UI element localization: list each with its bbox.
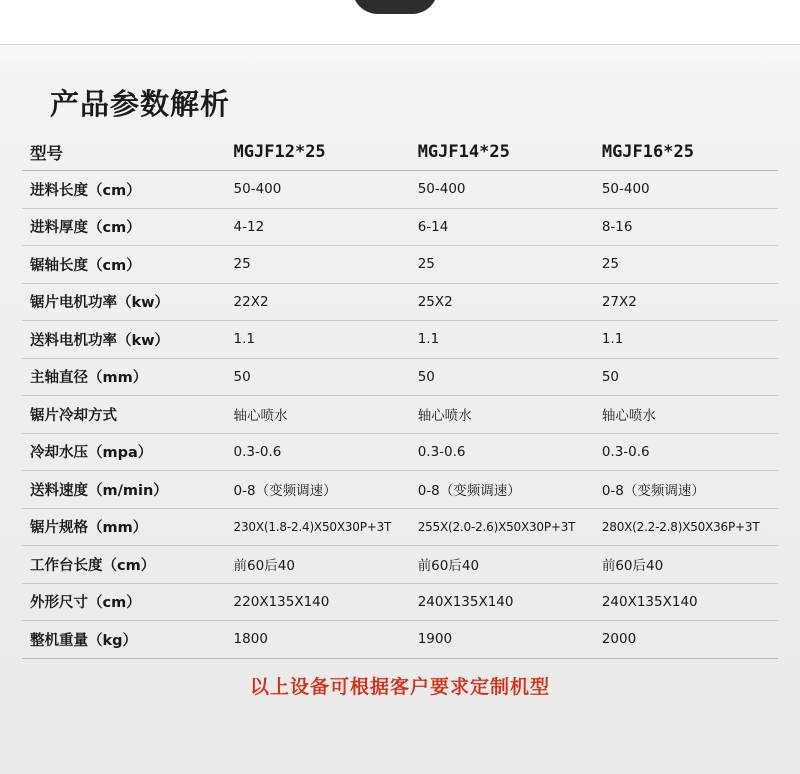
column-header-model-label: 型号: [22, 134, 226, 171]
row-value: 280X(2.2-2.8)X50X36P+3T: [594, 508, 778, 546]
row-label: 外形尺寸（cm）: [22, 583, 226, 621]
row-value: 0-8（变频调速）: [594, 471, 778, 509]
table-body: [22, 171, 778, 659]
row-value: 50: [226, 358, 410, 396]
row-label: 冷却水压（mpa）: [22, 433, 226, 471]
row-label: 送料电机功率（kw）: [22, 321, 226, 359]
row-value: 6-14: [410, 208, 594, 246]
row-value: 255X(2.0-2.6)X50X30P+3T: [410, 508, 594, 546]
row-value: 1.1: [410, 321, 594, 359]
table-header-row: [22, 134, 778, 171]
column-header-model-2: MGJF14*25: [410, 134, 594, 171]
column-header-model-1: MGJF12*25: [226, 134, 410, 171]
row-value: 50-400: [410, 171, 594, 209]
table-row: [22, 583, 778, 621]
row-label: 进料厚度（cm）: [22, 208, 226, 246]
row-label: 锯轴长度（cm）: [22, 246, 226, 284]
row-value: 50: [594, 358, 778, 396]
top-white-strip: [0, 0, 800, 44]
row-value: 前60后40: [410, 546, 594, 584]
row-value: 前60后40: [226, 546, 410, 584]
row-value: 50-400: [594, 171, 778, 209]
row-value: 轴心喷水: [410, 396, 594, 434]
row-value: 22X2: [226, 283, 410, 321]
row-value: 轴心喷水: [594, 396, 778, 434]
table-row: [22, 621, 778, 659]
row-value: 0.3-0.6: [410, 433, 594, 471]
row-value: 8-16: [594, 208, 778, 246]
row-value: 轴心喷水: [226, 396, 410, 434]
specification-table: [22, 134, 778, 659]
table-row: [22, 396, 778, 434]
row-label: 锯片冷却方式: [22, 396, 226, 434]
row-label: 整机重量（kg）: [22, 621, 226, 659]
table-row: [22, 246, 778, 284]
row-label: 送料速度（m/min）: [22, 471, 226, 509]
row-value: 230X(1.8-2.4)X50X30P+3T: [226, 508, 410, 546]
row-value: 27X2: [594, 283, 778, 321]
page-title: 产品参数解析: [50, 87, 231, 121]
row-label: 主轴直径（mm）: [22, 358, 226, 396]
table-row: [22, 283, 778, 321]
row-label: 锯片规格（mm）: [22, 508, 226, 546]
table-row: [22, 546, 778, 584]
row-value: 1.1: [594, 321, 778, 359]
row-value: 25: [594, 246, 778, 284]
table-row: [22, 358, 778, 396]
row-value: 2000: [594, 621, 778, 659]
section-divider: [0, 44, 800, 45]
row-value: 1900: [410, 621, 594, 659]
table-header: [22, 134, 778, 171]
row-value: 0-8（变频调速）: [226, 471, 410, 509]
image-remnant-shape-inner: [352, 0, 438, 14]
table-row: [22, 208, 778, 246]
row-label: 进料长度（cm）: [22, 171, 226, 209]
row-value: 50: [410, 358, 594, 396]
row-value: 240X135X140: [594, 583, 778, 621]
row-value: 25: [226, 246, 410, 284]
row-value: 1.1: [226, 321, 410, 359]
row-value: 25X2: [410, 283, 594, 321]
row-value: 1800: [226, 621, 410, 659]
row-value: 4-12: [226, 208, 410, 246]
row-value: 50-400: [226, 171, 410, 209]
footnote-text: 以上设备可根据客户要求定制机型: [249, 676, 550, 698]
row-value: 220X135X140: [226, 583, 410, 621]
table-row: [22, 321, 778, 359]
table-row: [22, 471, 778, 509]
row-value: 前60后40: [594, 546, 778, 584]
row-value: 25: [410, 246, 594, 284]
row-value: 0-8（变频调速）: [410, 471, 594, 509]
table-row: [22, 433, 778, 471]
table-row: [22, 171, 778, 209]
row-value: 0.3-0.6: [594, 433, 778, 471]
table-row: [22, 508, 778, 546]
row-label: 锯片电机功率（kw）: [22, 283, 226, 321]
column-header-model-3: MGJF16*25: [594, 134, 778, 171]
row-value: 0.3-0.6: [226, 433, 410, 471]
row-value: 240X135X140: [410, 583, 594, 621]
row-label: 工作台长度（cm）: [22, 546, 226, 584]
